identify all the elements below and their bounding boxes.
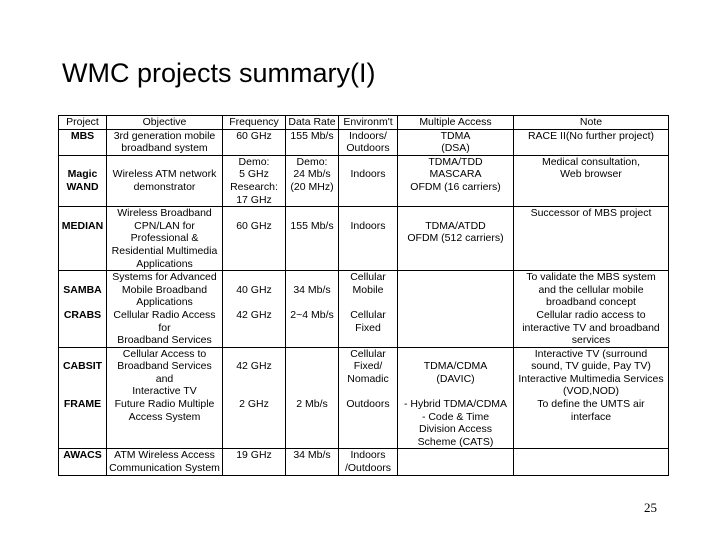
cell-multiple-access [398,271,514,348]
cell-objective: Wireless ATM network demonstrator [107,155,223,206]
table-row [59,347,669,449]
cell-objective: Systems for Advanced Mobile Broadband Applications Cellular Radio Access for Broadband Services [107,271,223,348]
cell-frequency: Demo: 5 GHz Research: 17 GHz [223,155,286,206]
page-number: 25 [644,500,657,515]
cell-multiple-access: TDMA (DSA) [398,129,514,155]
cell-data-rate: 2 Mb/s [286,347,339,449]
cell-project: CABSIT FRAME [59,347,107,449]
cell-environment: Indoors [339,155,398,206]
cell-data-rate: 155 Mb/s [286,207,339,271]
header-objective: Objective [107,116,223,130]
header-row [59,116,669,130]
cell-objective: ATM Wireless Access Communication System [107,449,223,475]
cell-data-rate: 155 Mb/s [286,129,339,155]
header-environment: Environm't [339,116,398,130]
header-data-rate: Data Rate [286,116,339,130]
cell-objective: Cellular Access to Broadband Services and Interactive TV Future Radio Multiple Access System [107,347,223,449]
cell-objective: 3rd generation mobile broadband system [107,129,223,155]
cell-data-rate: 34 Mb/s 2~4 Mb/s [286,271,339,348]
cell-project: AWACS [59,449,107,475]
projects-table [58,115,669,476]
cell-note: RACE II(No further project) [514,129,669,155]
cell-project: MBS [59,129,107,155]
header-project: Project [59,116,107,130]
cell-environment: Indoors/ Outdoors [339,129,398,155]
cell-note [514,449,669,475]
cell-data-rate: Demo: 24 Mb/s (20 MHz) [286,155,339,206]
table-row [59,449,669,475]
cell-environment: Cellular Fixed/ Nomadic Outdoors [339,347,398,449]
table-row [59,129,669,155]
cell-environment: Cellular Mobile Cellular Fixed [339,271,398,348]
cell-frequency: 19 GHz [223,449,286,475]
table-row [59,271,669,348]
cell-frequency: 42 GHz 2 GHz [223,347,286,449]
cell-project: MEDIAN [59,207,107,271]
header-multiple-access: Multiple Access [398,116,514,130]
table-row [59,155,669,206]
table-row [59,207,669,271]
header-frequency: Frequency [223,116,286,130]
cell-note: Interactive TV (surround sound, TV guide, Pay TV) Interactive Multimedia Services (VOD,NOD) To define the UMTS air interface [514,347,669,449]
header-note: Note [514,116,669,130]
cell-multiple-access: TDMA/TDD MASCARA OFDM (16 carriers) [398,155,514,206]
cell-environment: Indoors /Outdoors [339,449,398,475]
cell-multiple-access [398,449,514,475]
cell-note: Medical consultation, Web browser [514,155,669,206]
cell-multiple-access: TDMA/ATDD OFDM (512 carriers) [398,207,514,271]
cell-objective: Wireless Broadband CPN/LAN for Professional & Residential Multimedia Applications [107,207,223,271]
cell-data-rate: 34 Mb/s [286,449,339,475]
slide-title: WMC projects summary(I) [62,58,376,88]
cell-frequency: 40 GHz 42 GHz [223,271,286,348]
cell-multiple-access: TDMA/CDMA (DAVIC) - Hybrid TDMA/CDMA - Code & Time Division Access Scheme (CATS) [398,347,514,449]
cell-project: Magic WAND [59,155,107,206]
cell-note: Successor of MBS project [514,207,669,271]
cell-frequency: 60 GHz [223,129,286,155]
cell-environment: Indoors [339,207,398,271]
cell-note: To validate the MBS system and the cellular mobile broadband concept Cellular radio access to interactive TV and broadband services [514,271,669,348]
cell-project: SAMBA CRABS [59,271,107,348]
cell-frequency: 60 GHz [223,207,286,271]
